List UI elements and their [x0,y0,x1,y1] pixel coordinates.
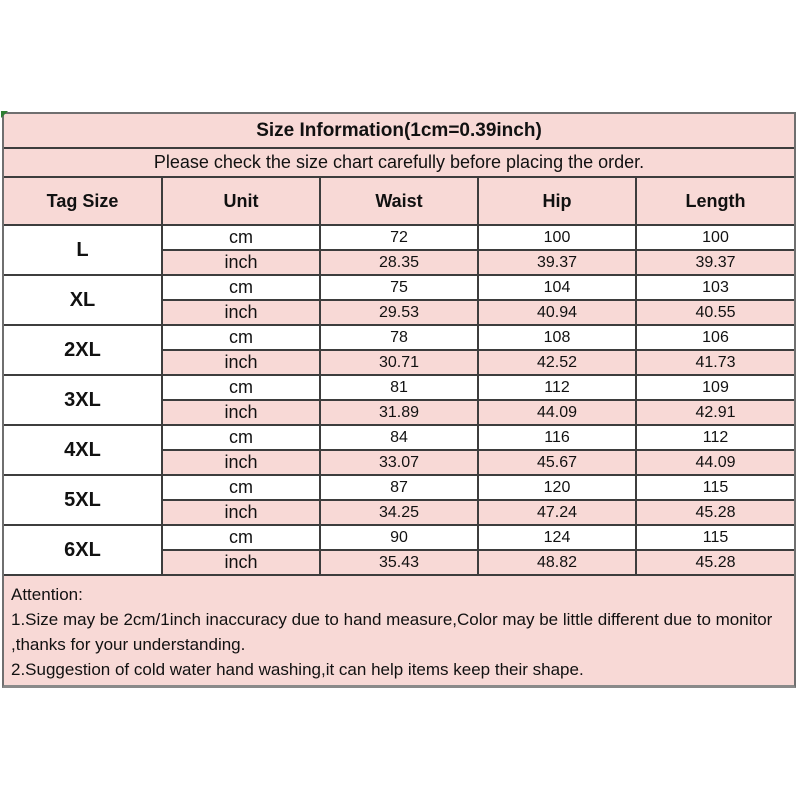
attention-note-1-cont: ,thanks for your understanding. [11,635,246,654]
length-value: 44.09 [636,450,794,475]
tag-size-3xl: 3XL [4,375,162,425]
unit-label: inch [162,250,320,275]
tag-size-2xl: 2XL [4,325,162,375]
subtitle-row [4,148,794,177]
header-row [4,177,794,225]
hip-value: 47.24 [478,500,636,525]
unit-label: cm [162,425,320,450]
length-value: 42.91 [636,400,794,425]
hip-value: 120 [478,475,636,500]
unit-label: cm [162,375,320,400]
attention-heading: Attention: [11,585,83,604]
waist-value: 33.07 [320,450,478,475]
col-header-waist: Waist [320,177,478,225]
length-value: 115 [636,475,794,500]
waist-value: 75 [320,275,478,300]
unit-label: inch [162,400,320,425]
length-value: 112 [636,425,794,450]
length-value: 103 [636,275,794,300]
unit-label: inch [162,550,320,575]
unit-label: cm [162,525,320,550]
col-header-unit: Unit [162,177,320,225]
hip-value: 116 [478,425,636,450]
length-value: 45.28 [636,550,794,575]
tag-size-5xl: 5XL [4,475,162,525]
unit-label: inch [162,300,320,325]
attention-block [4,575,794,685]
unit-label: inch [162,500,320,525]
hip-value: 48.82 [478,550,636,575]
length-value: 40.55 [636,300,794,325]
hip-value: 44.09 [478,400,636,425]
hip-value: 112 [478,375,636,400]
unit-label: cm [162,475,320,500]
row-5xl-cm [4,475,794,500]
row-4xl-cm [4,425,794,450]
tag-size-4xl: 4XL [4,425,162,475]
green-corner-mark [1,111,8,118]
unit-label: inch [162,350,320,375]
waist-value: 81 [320,375,478,400]
attention-note-2: 2.Suggestion of cold water hand washing,it can help items keep their shape. [11,660,584,679]
waist-value: 90 [320,525,478,550]
waist-value: 35.43 [320,550,478,575]
hip-value: 39.37 [478,250,636,275]
length-value: 100 [636,225,794,250]
length-value: 115 [636,525,794,550]
tag-size-xl: XL [4,275,162,325]
waist-value: 72 [320,225,478,250]
unit-label: cm [162,225,320,250]
length-value: 41.73 [636,350,794,375]
unit-label: inch [162,450,320,475]
length-value: 45.28 [636,500,794,525]
hip-value: 104 [478,275,636,300]
tag-size-l: L [4,225,162,275]
hip-value: 40.94 [478,300,636,325]
row-2xl-cm [4,325,794,350]
attention-row [4,575,794,685]
unit-label: cm [162,325,320,350]
waist-value: 78 [320,325,478,350]
col-header-hip: Hip [478,177,636,225]
length-value: 109 [636,375,794,400]
table-title: Size Information(1cm=0.39inch) [4,114,794,148]
length-value: 106 [636,325,794,350]
waist-value: 31.89 [320,400,478,425]
hip-value: 45.67 [478,450,636,475]
row-6xl-cm [4,525,794,550]
hip-value: 108 [478,325,636,350]
hip-value: 42.52 [478,350,636,375]
attention-note-1: 1.Size may be 2cm/1inch inaccuracy due to hand measure,Color may be little different due to monitor [11,610,773,629]
hip-value: 100 [478,225,636,250]
row-3xl-cm [4,375,794,400]
col-header-length: Length [636,177,794,225]
size-chart [2,112,796,688]
waist-value: 30.71 [320,350,478,375]
hip-value: 124 [478,525,636,550]
length-value: 39.37 [636,250,794,275]
waist-value: 87 [320,475,478,500]
table-subtitle: Please check the size chart carefully before placing the order. [4,148,794,177]
waist-value: 34.25 [320,500,478,525]
waist-value: 29.53 [320,300,478,325]
col-header-tag-size: Tag Size [4,177,162,225]
waist-value: 84 [320,425,478,450]
size-chart-table [4,114,794,685]
unit-label: cm [162,275,320,300]
waist-value: 28.35 [320,250,478,275]
title-row [4,114,794,148]
row-xl-cm [4,275,794,300]
row-l-cm [4,225,794,250]
tag-size-6xl: 6XL [4,525,162,575]
